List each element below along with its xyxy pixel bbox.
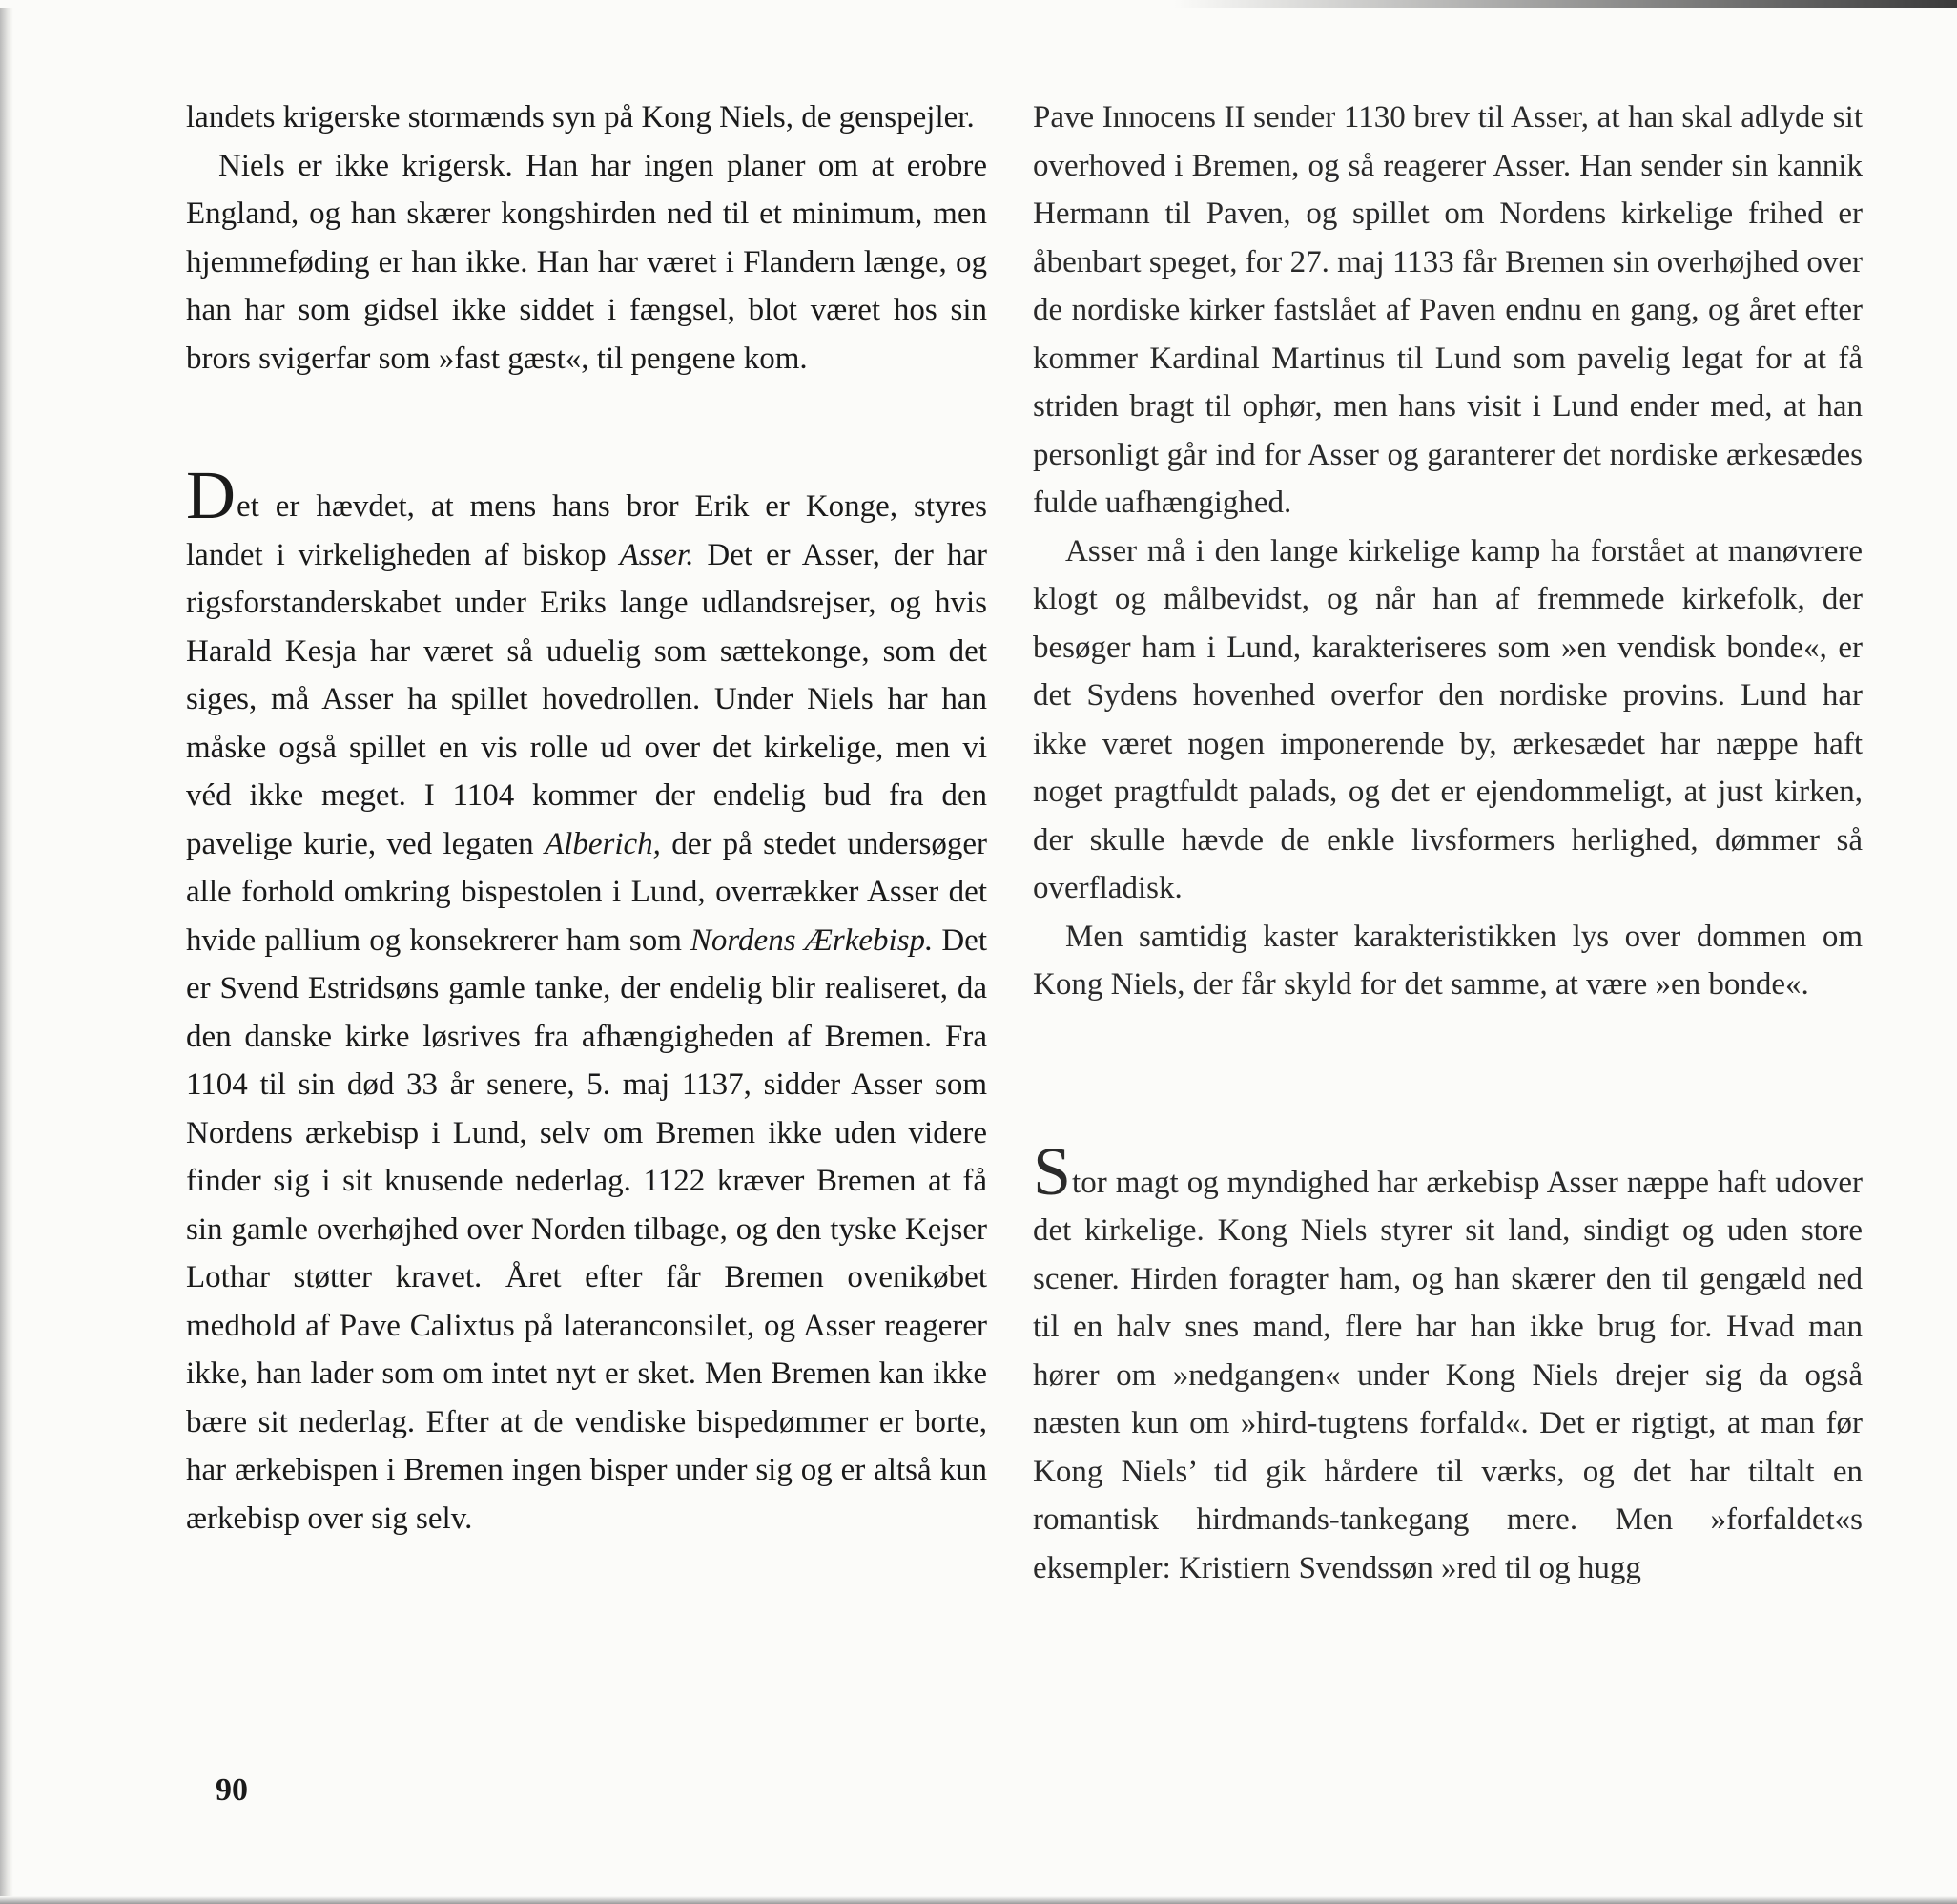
page-number: 90: [216, 1772, 248, 1808]
right-paragraph-3: Men samtidig kaster karakteristikken lys over dommen om Kong Niels, der får skyld for det samme, at være »en bonde«.: [1033, 919, 1863, 1002]
left-p3-text-a: et er hævdet, at mens hans bror Erik er Konge, styres landet i virkeligheden af biskop: [186, 489, 987, 572]
left-p3-text-c: der på stedet undersøger alle forhold omkring bispestolen i Lund, overrækker Asser det hvide pallium og konsekrerer ham som: [186, 826, 987, 958]
page-bottom-edge: [0, 1896, 1957, 1904]
left-p3-text-b: Det er Asser, der har rigsforstanderskabet under Eriks lange udlandsrejser, og hvis Harald Kesja har været så uduelig som sættekonge, som det siges, må Asser ha spillet hovedrollen. Under Niels har han måske også spillet en vis rolle ud over det kirkelige, men vi véd ikke meget. I 1104 kommer der endelig bud fra den pavelige kurie, ved legaten: [186, 537, 987, 861]
right-text-column: [1033, 93, 1863, 1592]
right-p4-text: tor magt og myndighed har ærkebisp Asser næppe haft udover det kirkelige. Kong Niels styrer sit land, sindigt og uden store scener. Hirden foragter ham, og han skærer den til gengæld ned til en halv snes mand, flere har han ikke brug for. Hvad man hører om »nedgangen« under Kong Niels drejer sig da også næsten kun om »hird-tugtens forfald«. Det er rigtigt, at man før Kong Niels’ tid gik hårdere til værks, og det har tiltalt en romantisk hirdmands-tankegang mere. Men »forfaldet«s eksempler: Kristiern Svendssøn »red til og hugg: [1033, 1165, 1863, 1585]
right-paragraph-2: Asser må i den lange kirkelige kamp ha forstået at manøvrere klogt og målbevidst, og når han af fremmede kirkefolk, der besøger ham i Lund, karakteriseres som »en vendisk bonde«, er det Sydens hovenhed overfor den nordiske provins. Lund har ikke været nogen imponerende by, ærkesædet har næppe haft noget pragtfuldt palads, og det er ejendommeligt, at just kirken, der skulle hævde de enkle livsformers herlighed, dømmer så overfladisk.: [1033, 533, 1863, 905]
page-binding-shadow: [0, 0, 13, 1904]
left-text-column: [186, 93, 987, 1542]
page-top-edge: [0, 0, 1957, 8]
left-paragraph-3: [186, 457, 987, 1542]
name-alberich: Alberich,: [545, 826, 661, 861]
title-nordens-aerkebisp: Nordens Ærkebisp.: [690, 922, 934, 958]
drop-cap-d: D: [186, 457, 236, 533]
left-p3-text-d: Det er Svend Estridsøns gamle tanke, der endelig blir realiseret, da den danske kirke løsrives fra afhængigheden af Bremen. Fra 1104 til sin død 33 år senere, 5. maj 1137, sidder Asser som Nordens ærkebisp i Lund, selv om Bremen ikke uden videre finder sig i sit knusende nederlag. 1122 kræver Bremen at få sin gamle overhøjhed over Norden tilbage, og den tyske Kejser Lothar støtter kravet. Året efter får Bremen ovenikøbet medhold af Pave Calixtus på lateranconsilet, og Asser reagerer ikke, han lader som om intet nyt er sket. Men Bremen kan ikke bære sit nederlag. Efter at de vendiske bispedømmer er borte, har ærkebispen i Bremen ingen bisper under sig og er altså kun ærkebisp over sig selv.: [186, 922, 987, 1536]
right-paragraph-1: Pave Innocens II sender 1130 brev til Asser, at han skal adlyde sit overhoved i Bremen, og så reagerer Asser. Han sender sin kannik Hermann til Paven, og spillet om Nordens kirkelige frihed er åbenbart speget, for 27. maj 1133 får Bremen sin overhøjhed over de nordiske kirker fastslået af Paven endnu en gang, og året efter kommer Kardinal Martinus til Lund som pavelig legat for at få striden bragt til ophør, men hans visit i Lund ender med, at han personligt går ind for Asser og garanterer det nordiske ærkesædes fulde uafhængighed.: [1033, 100, 1863, 520]
left-paragraph-2: Niels er ikke krigersk. Han har ingen planer om at erobre England, og han skærer kongshirden ned til et minimum, men hjemmeføding er han ikke. Han har været i Flandern længe, og han har som gidsel ikke siddet i fængsel, blot været hos sin brors svigerfar som »fast gæst«, til pengene kom.: [186, 148, 987, 376]
right-paragraph-4: [1033, 1132, 1863, 1593]
name-asser: Asser.: [619, 537, 694, 572]
drop-cap-s: S: [1033, 1132, 1072, 1210]
left-paragraph-1: landets krigerske stormænds syn på Kong Niels, de genspejler.: [186, 100, 975, 135]
